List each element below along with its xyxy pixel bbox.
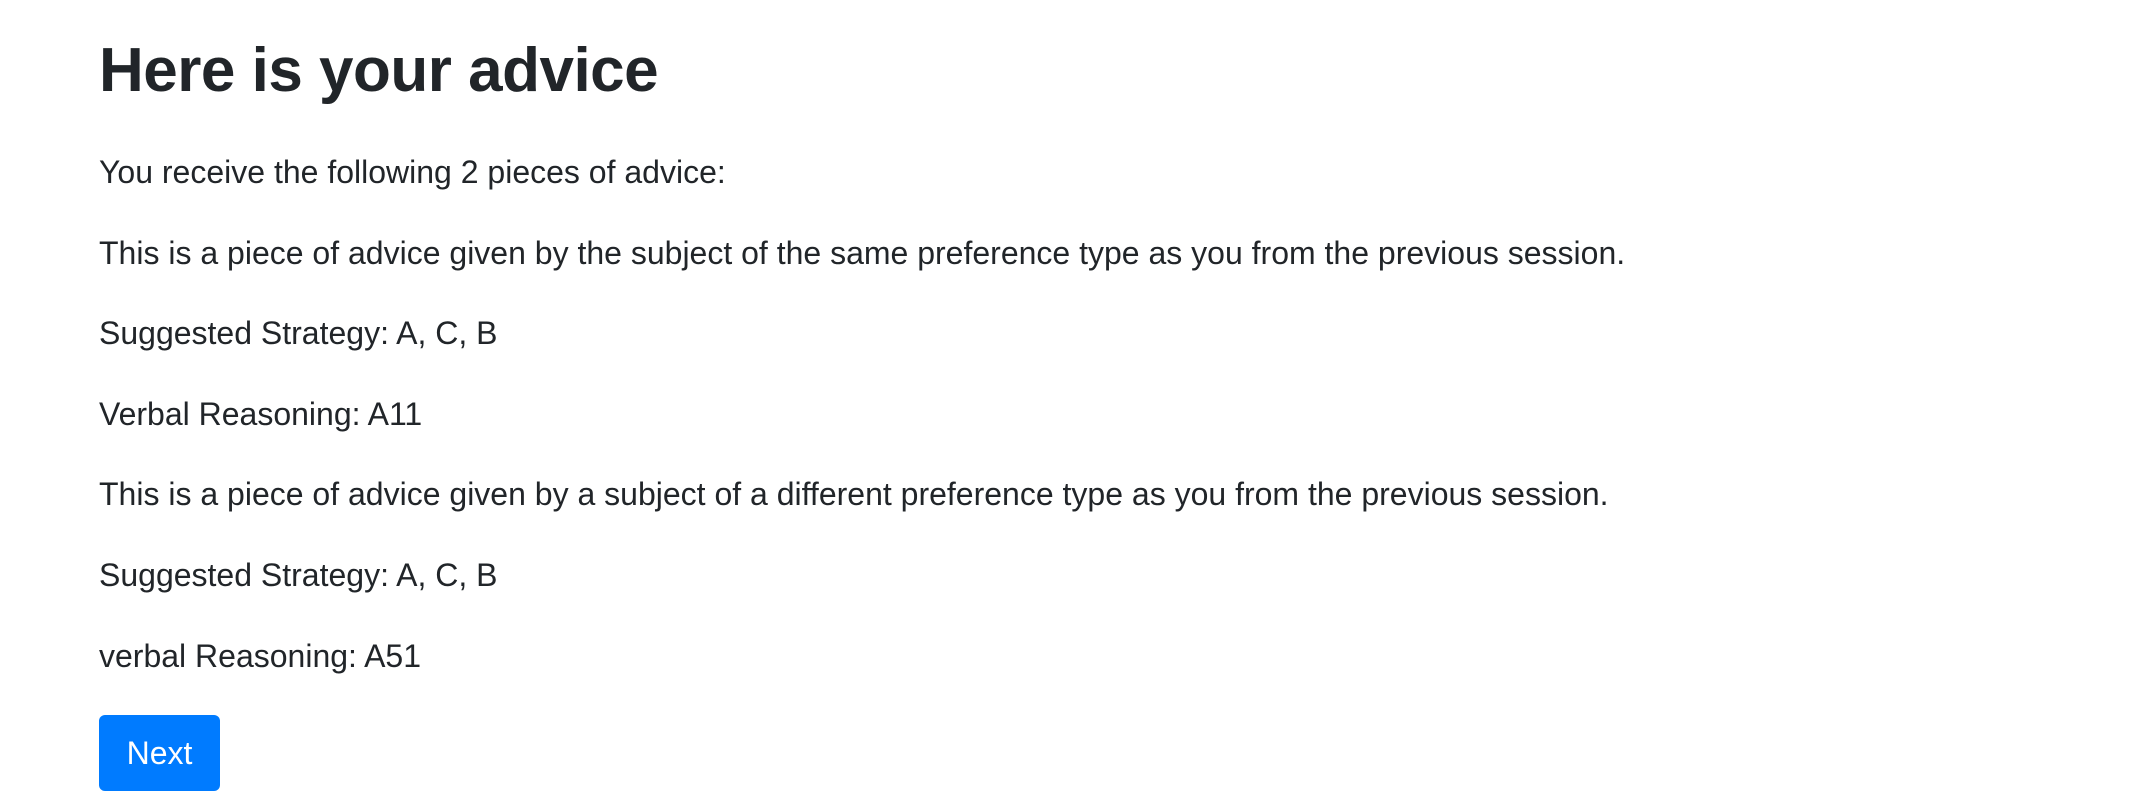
advice-1-reasoning: Verbal Reasoning: A11 (99, 396, 423, 432)
advice-2-strategy: Suggested Strategy: A, C, B (99, 557, 498, 593)
next-button[interactable]: Next (99, 715, 220, 791)
advice-1-source: This is a piece of advice given by the subject of the same preference type as you from the previous session. (99, 235, 1626, 271)
page-title: Here is your advice (99, 36, 659, 105)
advice-intro: You receive the following 2 pieces of advice: (99, 154, 726, 190)
advice-1-strategy: Suggested Strategy: A, C, B (99, 315, 498, 351)
advice-2-source: This is a piece of advice given by a subject of a different preference type as you from the previous session. (99, 476, 1609, 512)
advice-2-reasoning: verbal Reasoning: A51 (99, 638, 421, 674)
